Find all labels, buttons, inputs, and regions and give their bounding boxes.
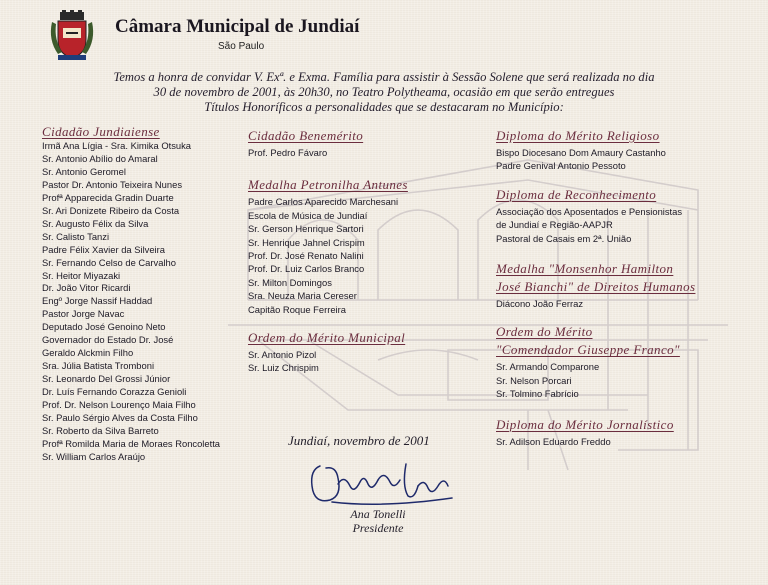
honoree-item: Escola de Música de Jundiaí [248, 209, 368, 221]
honoree-item: Sr. Paulo Sérgio Alves da Costa Filho [42, 412, 198, 424]
place-and-date: Jundiaí, novembro de 2001 [288, 433, 430, 448]
honoree-item: Profª Apparecida Gradin Duarte [42, 191, 174, 203]
honoree-item: Sr. William Carlos Araújo [42, 450, 146, 462]
honoree-item: Diácono João Ferraz [496, 298, 584, 310]
section-heading: Medalha "Monsenhor Hamilton [496, 261, 674, 277]
honoree-item: Associação dos Aposentados e Pensionistas [496, 205, 683, 217]
invitation-line: Temos a honra de convidar V. Exª. e Exma. Família para assistir à Sessão Solene que será realizada no dia [113, 70, 655, 84]
invitation-text [20, 70, 748, 115]
honoree-item: Sr. Roberto da Silva Barreto [42, 424, 159, 436]
honoree-item: Sra. Neuza Maria Cereser [248, 290, 357, 302]
honoree-item: Sr. Ari Donizete Ribeiro da Costa [42, 204, 180, 216]
honoree-item: Sr. Calisto Tanzi [42, 230, 110, 242]
honoree-item: Pastor Jorge Navac [42, 308, 125, 320]
section-heading: Medalha Petronilha Antunes [248, 177, 408, 193]
section-heading: Ordem do Mérito [496, 324, 593, 340]
honoree-item: Sr. Heitor Miyazaki [42, 269, 121, 281]
honoree-item: Sr. Antonio Abílio do Amaral [42, 152, 158, 164]
honoree-item: Pastor Dr. Antonio Teixeira Nunes [42, 178, 183, 190]
municipal-crest-icon [46, 10, 98, 62]
honoree-item: Sr. Gerson Henrique Sartori [248, 223, 364, 235]
honoree-item: Irmã Ana Lígia - Sra. Kimika Otsuka [42, 140, 192, 151]
honoree-item: Governador do Estado Dr. José [42, 334, 174, 346]
section-heading: Cidadão Benemérito [248, 128, 364, 143]
invitation-line: 30 de novembro de 2001, às 20h30, no Teatro Polytheama, ocasião em que serão entregues [153, 85, 615, 99]
handwritten-signature [302, 456, 462, 512]
honoree-item: Sr. Augusto Félix da Silva [42, 217, 149, 229]
honoree-item: Prof. Pedro Fávaro [248, 147, 328, 158]
column-right [496, 128, 758, 448]
honoree-item: Geraldo Alckmin Filho [42, 347, 134, 359]
honoree-item: Prof. Dr. Luiz Carlos Branco [248, 263, 365, 275]
honoree-item: Padre Félix Xavier da Silveira [42, 243, 165, 255]
signer-name: Ana Tonelli [350, 507, 406, 521]
honoree-item: Sr. Nelson Porcari [496, 374, 572, 386]
honoree-item: Padre Carlos Aparecido Marchesani [248, 196, 399, 208]
column-cidadao-jundiaiense [42, 124, 242, 464]
honoree-item: Prof. Dr. Nelson Lourenço Maia Filho [42, 399, 196, 411]
honoree-item: Sr. Antonio Pizol [248, 349, 317, 361]
honoree-item: Prof. Dr. José Renato Nalini [248, 250, 364, 262]
institution-city: São Paulo [218, 41, 265, 52]
honoree-item: Sr. Tolmino Fabrício [496, 388, 579, 400]
honoree-item: Sr. Milton Domingos [248, 276, 332, 288]
honoree-item: Bispo Diocesano Dom Amaury Castanho [496, 147, 666, 158]
section-heading: "Comendador Giuseppe Franco" [496, 342, 680, 358]
honoree-item: Capitão Roque Ferreira [248, 303, 346, 315]
honoree-item: Pastoral de Casais em 2ª. União [496, 232, 632, 244]
honoree-item: de Jundiaí e Região-AAPJR [496, 219, 613, 231]
honoree-item: Sr. Armando Comparone [496, 361, 600, 373]
section-heading: Diploma de Reconhecimento [496, 186, 657, 202]
honoree-item: Padre Genival Antonio Pessoto [496, 160, 626, 172]
honoree-item: Sr. Henrique Jahnel Crispim [248, 236, 365, 248]
column-middle [248, 128, 488, 375]
invitation-line: Títulos Honoríficos a personalidades que se destacaram no Município: [204, 100, 564, 114]
honoree-item: Engº Jorge Nassif Haddad [42, 295, 153, 307]
signer-role: Presidente [352, 521, 404, 535]
honoree-item: Sr. Leonardo Del Grossi Júnior [42, 373, 171, 385]
honoree-item: Dr. Luís Fernando Corazza Genioli [42, 386, 187, 398]
section-heading: Ordem do Mérito Municipal [248, 330, 406, 346]
honoree-item: Sr. Antonio Geromel [42, 165, 126, 177]
honoree-item: Sra. Júlia Batista Tromboni [42, 360, 155, 372]
honoree-item: Sr. Adilson Eduardo Freddo [496, 435, 611, 447]
section-heading: Cidadão Jundiaiense [42, 124, 160, 139]
section-heading: José Bianchi" de Direitos Humanos [496, 279, 696, 295]
honoree-item: Deputado José Genoino Neto [42, 321, 166, 333]
section-heading: Diploma do Mérito Jornalístico [496, 416, 674, 432]
honoree-item: Sr. Fernando Celso de Carvalho [42, 256, 176, 268]
honoree-item: Profª Romilda Maria de Moraes Roncoletta [42, 437, 221, 449]
section-heading: Diploma do Mérito Religioso [496, 128, 660, 143]
honoree-item: Sr. Luiz Chrispim [248, 362, 319, 374]
honoree-item: Dr. João Vitor Ricardi [42, 282, 131, 294]
institution-title: Câmara Municipal de Jundiaí [115, 16, 360, 37]
